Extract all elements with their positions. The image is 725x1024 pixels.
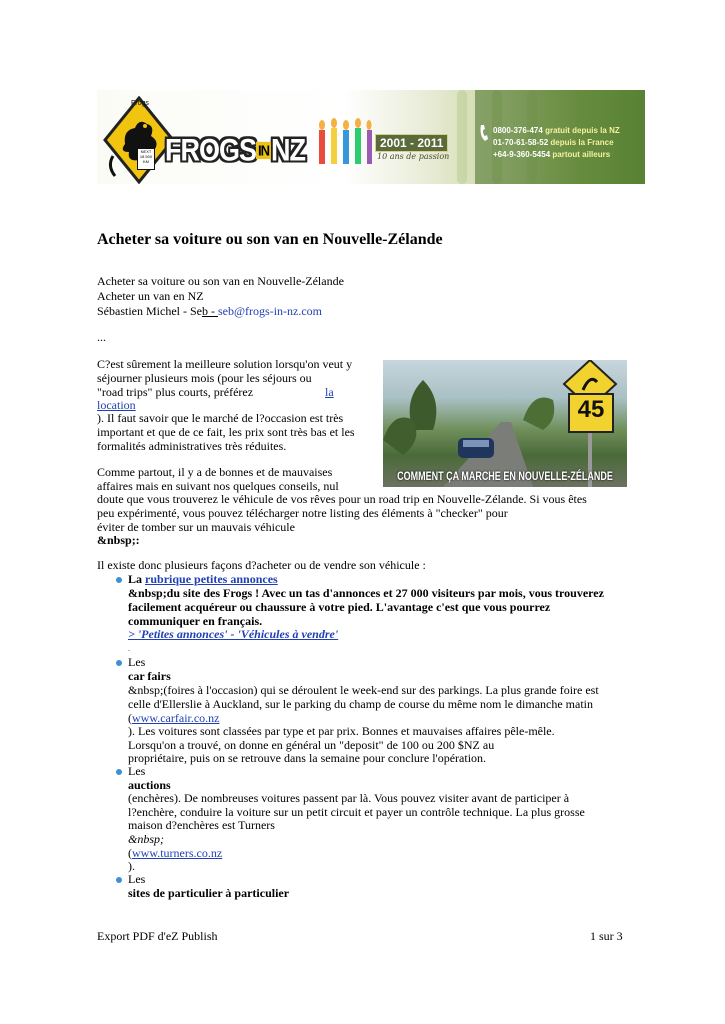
item-heading: car fairs	[128, 669, 171, 683]
brand-in: IN	[258, 141, 270, 160]
item-heading: auctions	[128, 778, 171, 792]
paragraph-line: &nbsp;:	[97, 533, 140, 547]
paragraph-line: éviter de tomber sur un mauvais véhicule	[97, 520, 295, 534]
page-title: Acheter sa voiture ou son van en Nouvelle-Zélande	[97, 231, 443, 248]
item-text: ).	[128, 859, 135, 873]
phone-number: +64-9-360-5454	[493, 150, 551, 159]
item-heading: sites de particulier à particulier	[128, 886, 290, 900]
phone-desc: gratuit depuis la NZ	[545, 126, 620, 135]
phone-line	[493, 138, 614, 147]
paragraph-line: séjourner plusieurs mois (pour les séjours ou	[97, 371, 312, 385]
phone-number: 01-70-61-58-52	[493, 138, 549, 147]
item-text: facilement acquéreur ou chaussure à votre pied. L'avantage c'est que vous pourrez	[128, 600, 551, 614]
footer-page-number: 1 sur 3	[590, 929, 623, 943]
phone-number: 0800-376-474	[493, 126, 543, 135]
paragraph-line: important et que de ce fait, les prix sont très bas et les	[97, 425, 355, 439]
phone-desc: depuis la France	[550, 138, 614, 147]
list-item	[128, 572, 278, 587]
paren: (	[128, 711, 132, 725]
item-prefix: La	[128, 572, 146, 586]
item-text: propriétaire, puis on se retrouve dans la semaine pour conclure l'opération.	[128, 751, 487, 765]
bullet-icon	[116, 769, 122, 775]
ellipsis: ...	[97, 330, 106, 344]
author-link[interactable]: b -	[201, 304, 218, 318]
paragraph-line: C?est sûrement la meilleure solution lorsqu'on veut y	[97, 357, 353, 371]
item-text: maison d?enchères est Turners	[128, 818, 275, 832]
vehicules-a-vendre-link[interactable]: > 'Petites annonces' - 'Véhicules à vendre'	[128, 627, 339, 641]
author-line	[97, 304, 322, 319]
petites-annonces-link[interactable]: rubrique petites annonces	[145, 572, 278, 586]
phone-line	[493, 150, 610, 159]
location-link-part1[interactable]: la	[325, 385, 334, 399]
paren: (	[128, 846, 132, 860]
site-banner	[97, 90, 645, 184]
footer-export-label: Export PDF d'eZ Publish	[97, 929, 218, 943]
bullet-icon	[116, 660, 122, 666]
brand-name	[165, 133, 305, 169]
item-text: &nbsp;	[128, 832, 164, 846]
author-name: Sébastien Michel - Se	[97, 304, 202, 318]
photo-caption: COMMENT ÇA MARCHE EN NOUVELLE-ZÉLANDE	[397, 469, 613, 483]
distance-line: KM	[143, 159, 149, 164]
phone-desc: partout ailleurs	[552, 150, 611, 159]
road-sign-photo	[383, 360, 627, 487]
brand-left: FROGS	[165, 132, 257, 168]
phone-icon	[479, 124, 489, 142]
distance-line: 18 500	[139, 154, 153, 159]
speed-sign-value: 45	[577, 396, 605, 423]
birthday-candles-icon	[317, 116, 373, 164]
item-text: Les	[128, 872, 146, 886]
sign-text: Frogs	[131, 100, 149, 107]
carfair-link[interactable]: www.carfair.co.nz	[132, 711, 220, 725]
list-intro: Il existe donc plusieurs façons d?acheter ou de vendre son véhicule :	[97, 558, 426, 572]
item-text: &nbsp;du site des Frogs ! Avec un tas d'annonces et 27 000 visiteurs par mois, vous trouverez	[128, 586, 604, 600]
intro-subtitle: Acheter un van en NZ	[97, 289, 204, 303]
phone-line	[493, 126, 620, 135]
item-text: l?enchère, conduire la voiture sur un petit circuit et payer un contrôle technique. La plus grosse	[128, 805, 585, 819]
paragraph-line: affaires mais en suivant nos quelques conseils, nul	[97, 479, 339, 493]
item-text	[128, 846, 222, 861]
item-text: .	[128, 644, 130, 653]
anniversary-years: 2001 - 2011	[375, 134, 448, 152]
item-text: communiquer en français.	[128, 614, 263, 628]
item-text: Les	[128, 655, 146, 669]
bullet-icon	[116, 577, 122, 583]
distance-plate	[137, 148, 155, 170]
paragraph-line: doute que vous trouverez le véhicule de vos rêves pour un road trip en Nouvelle-Zélande. Si vous êtes	[97, 492, 587, 506]
paragraph-line: formalités administratives très réduites.	[97, 439, 287, 453]
brand-right: NZ	[271, 132, 306, 168]
item-text: Les	[128, 764, 146, 778]
paragraph-line: peu expérimenté, vous pouvez télécharger notre listing des éléments à "checker" pour	[97, 506, 508, 520]
item-text: ). Les voitures sont classées par type et par prix. Bonnes et mauvaises affaires pêle-mêle.	[128, 724, 555, 738]
turners-link[interactable]: www.turners.co.nz	[132, 846, 223, 860]
item-text: (enchères). De nombreuses voitures passent par là. Vous pouvez visiter avant de participer à	[128, 791, 570, 805]
intro-title: Acheter sa voiture ou son van en Nouvelle-Zélande	[97, 274, 344, 288]
paragraph-line: ). Il faut savoir que le marché de l?occasion est très	[97, 411, 344, 425]
author-email-link[interactable]: seb@frogs-in-nz.com	[217, 304, 323, 318]
item-text: Lorsqu'on a trouvé, on donne en général un "deposit" de 100 ou 200 $NZ au	[128, 738, 495, 752]
location-link-part2[interactable]: location	[97, 398, 136, 412]
bullet-icon	[116, 877, 122, 883]
item-text: &nbsp;(foires à l'occasion) qui se déroulent le week-end sur des parkings. La plus grande foire est	[128, 683, 599, 697]
item-text: celle d'Ellerslie à Auckland, sur le parking du champ de course du même nom le dimanche matin	[128, 697, 594, 711]
paragraph-line: Comme partout, il y a de bonnes et de mauvaises	[97, 465, 333, 479]
distance-line: NEXT	[140, 149, 152, 154]
paragraph-line: "road trips" plus courts, préférez	[97, 385, 254, 399]
anniversary-tagline: 10 ans de passion	[377, 152, 450, 161]
phone-panel	[475, 90, 645, 184]
